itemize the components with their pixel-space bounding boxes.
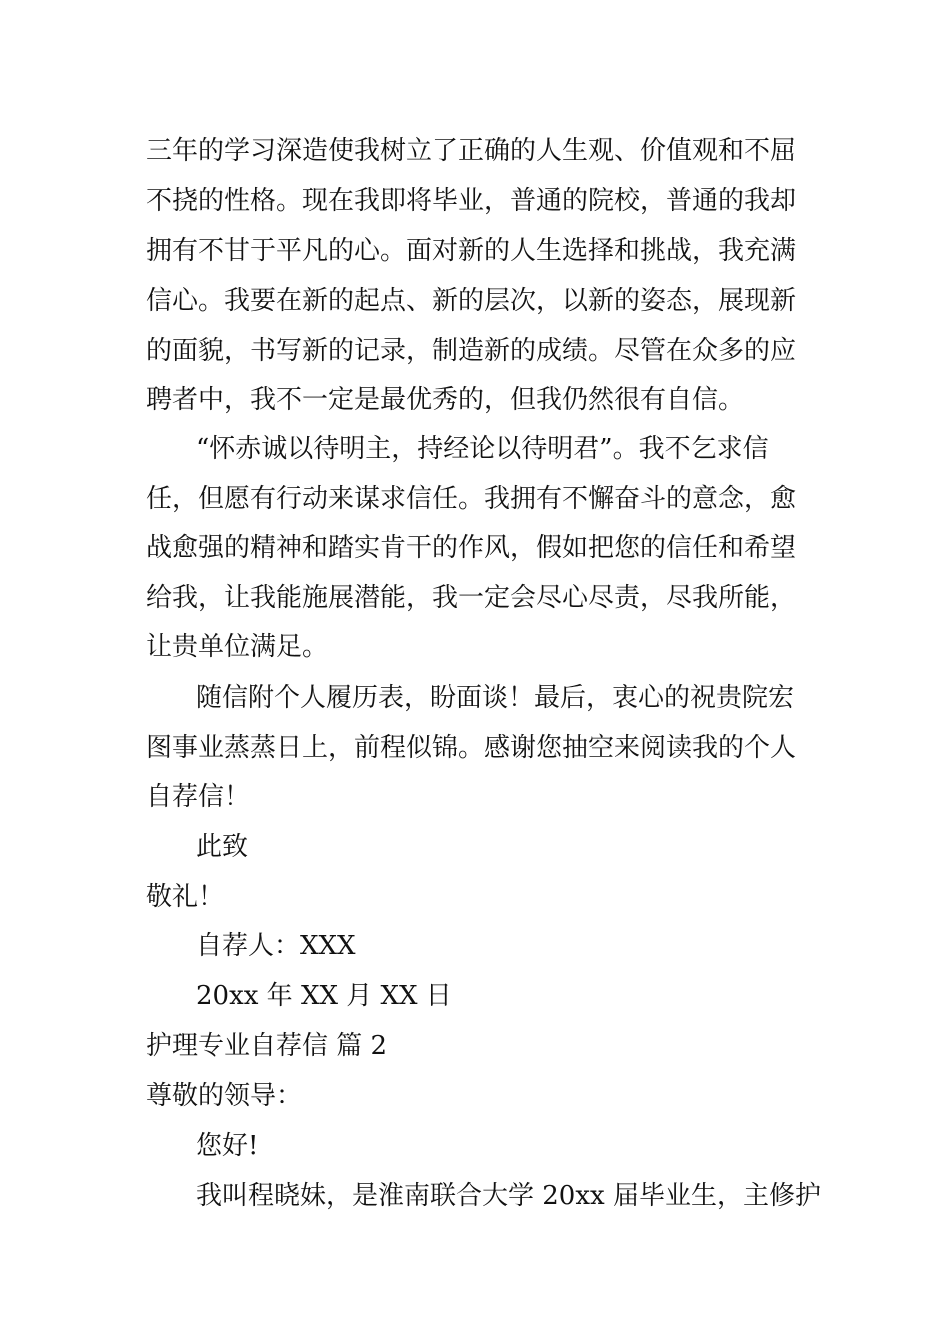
paragraph-line: 不挠的性格。现在我即将毕业，普通的院校，普通的我却 [146,186,797,216]
paragraph-line: 三年的学习深造使我树立了正确的人生观、价值观和不屈 [146,136,797,166]
paragraph-line: 随信附个人履历表，盼面谈！最后，衷心的祝贵院宏 [196,683,795,713]
signature: 自荐人：XXX [196,931,356,961]
paragraph-line: 拥有不甘于平凡的心。面对新的人生选择和挑战，我充满 [146,236,797,266]
section-title: 护理专业自荐信 篇 2 [146,1031,388,1061]
paragraph-line: 图事业蒸蒸日上，前程似锦。感谢您抽空来阅读我的个人 [146,733,797,763]
paragraph-line: 让贵单位满足。 [146,632,329,662]
paragraph-line: 自荐信！ [146,782,251,812]
paragraph-line: 给我，让我能施展潜能，我一定会尽心尽责，尽我所能， [146,583,797,613]
paragraph-line: 战愈强的精神和踏实肯干的作风，假如把您的信任和希望 [146,533,797,563]
date: 20xx 年 XX 月 XX 日 [196,981,452,1011]
greeting: 您好! [196,1131,259,1161]
paragraph-line: 信心。我要在新的起点、新的层次，以新的姿态，展现新 [146,286,797,316]
paragraph-line: “怀赤诚以待明主，持经论以待明君”。我不乞求信 [196,434,769,464]
intro-line: 我叫程晓妹，是淮南联合大学 20xx 届毕业生，主修护 [196,1181,821,1211]
closing-salute: 敬礼！ [146,882,225,912]
closing-phrase: 此致 [196,832,249,862]
salutation: 尊敬的领导： [146,1081,303,1111]
paragraph-line: 任，但愿有行动来谋求信任。我拥有不懈奋斗的意念，愈 [146,484,797,514]
paragraph-line: 聘者中，我不一定是最优秀的，但我仍然很有自信。 [146,385,745,415]
paragraph-line: 的面貌，书写新的记录，制造新的成绩。尽管在众多的应 [146,336,797,366]
